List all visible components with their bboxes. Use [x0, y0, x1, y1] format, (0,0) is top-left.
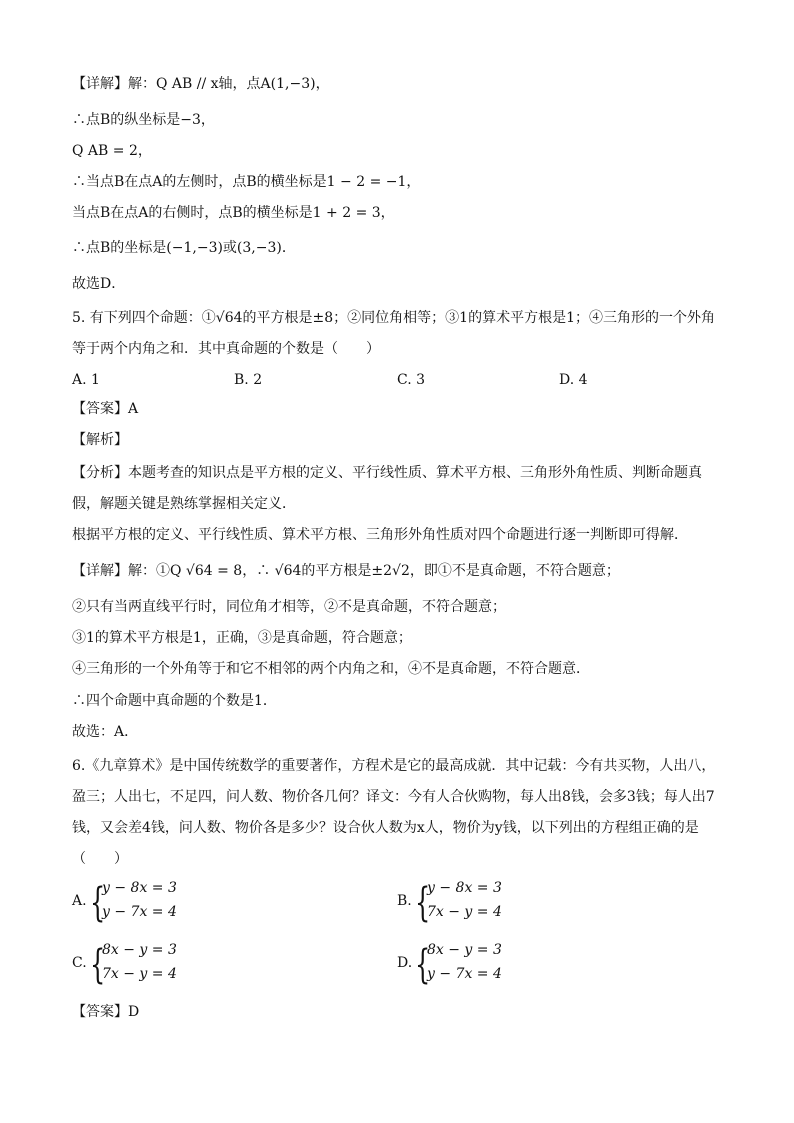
- detail-text: 【详解】解：①Q √64 = 8，∴ √64的平方根是±2√2，即①不是真命题，不符合题意；: [72, 563, 620, 579]
- left-brace: {: [415, 880, 431, 926]
- q6-option-a: [72, 880, 272, 926]
- question-5-stem: 5. 有下列四个命题：①√64的平方根是±8；②同位角相等；③1的算术平方根是1；④三角形的一个外角: [72, 310, 715, 326]
- equation: y − 8x = 3: [102, 880, 177, 896]
- detail-text: ②只有当两直线平行时，同位角才相等，②不是真命题，不符合题意；: [72, 599, 506, 615]
- equation: y − 7x = 4: [102, 904, 177, 920]
- question-6-stem: 6.《九章算术》是中国传统数学的重要著作，方程术是它的最高成就．其中记载：今有共买物，人出八，: [72, 758, 716, 774]
- q5-option-b: B. 2: [234, 372, 263, 388]
- detail-text: ③1的算术平方根是1，正确，③是真命题，符合题意；: [72, 630, 412, 646]
- q5-option-c: C. 3: [397, 372, 426, 388]
- equation: y − 8x = 3: [427, 880, 502, 896]
- text-line: 当点B在点A的右侧时，点B的横坐标是1 + 2 = 3，: [72, 205, 395, 221]
- answer-label: 【答案】D: [72, 1004, 140, 1020]
- option-label: B.: [397, 893, 412, 909]
- left-brace: {: [90, 880, 106, 926]
- answer-label: 【答案】A: [72, 401, 139, 417]
- text-line: ∴点B的坐标是(−1,−3)或(3,−3)．: [72, 240, 296, 256]
- equation: 8x − y = 3: [102, 942, 177, 958]
- detail-text: ∴四个命题中真命题的个数是1．: [72, 693, 277, 709]
- q6-option-d: [397, 942, 597, 988]
- question-5-stem: 等于两个内角之和．其中真命题的个数是（ ）: [72, 341, 380, 357]
- text-line: ∴点B的纵坐标是−3，: [72, 112, 215, 128]
- equation: 7x − y = 4: [102, 966, 177, 982]
- left-brace: {: [415, 942, 431, 988]
- option-label: C.: [72, 955, 87, 971]
- question-6-stem: （ ）: [72, 851, 128, 867]
- analysis-text: 假，解题关键是熟练掌握相关定义．: [72, 496, 296, 512]
- q5-option-a: A. 1: [72, 372, 100, 388]
- q6-option-c: [72, 942, 272, 988]
- option-label: D.: [397, 955, 413, 971]
- option-label: A.: [72, 893, 87, 909]
- left-brace: {: [90, 942, 106, 988]
- text-line: 【详解】解：Q AB // x轴，点A(1,−3)，: [72, 76, 330, 92]
- text-line: ∴当点B在点A的左侧时，点B的横坐标是1 − 2 = −1，: [72, 174, 421, 190]
- q5-option-d: D. 4: [559, 372, 588, 388]
- detail-text: ④三角形的一个外角等于和它不相邻的两个内角之和，④不是真命题，不符合题意．: [72, 661, 590, 677]
- analysis-text: 根据平方根的定义、平行线性质、算术平方根、三角形外角性质对四个命题进行逐一判断即可得解．: [72, 527, 688, 543]
- analysis-text: 【分析】本题考查的知识点是平方根的定义、平行线性质、算术平方根、三角形外角性质、判断命题真: [72, 465, 702, 481]
- question-6-stem: 钱，又会差4钱，问人数、物价各是多少？设合伙人数为x人，物价为y钱，以下列出的方程组正确的是: [72, 820, 699, 836]
- analysis-label: 【解析】: [72, 432, 128, 448]
- equation: 8x − y = 3: [427, 942, 502, 958]
- question-6-stem: 盈三；人出七，不足四，问人数、物价各几何？译文：今有人合伙购物，每人出8钱，会多3钱；每人出7: [72, 789, 715, 805]
- text-line: Q AB = 2，: [72, 143, 152, 159]
- equation: y − 7x = 4: [427, 966, 502, 982]
- text-line: 故选D．: [72, 276, 126, 292]
- equation: 7x − y = 4: [427, 904, 502, 920]
- detail-text: 故选：A．: [72, 724, 139, 740]
- q6-option-b: [397, 880, 597, 926]
